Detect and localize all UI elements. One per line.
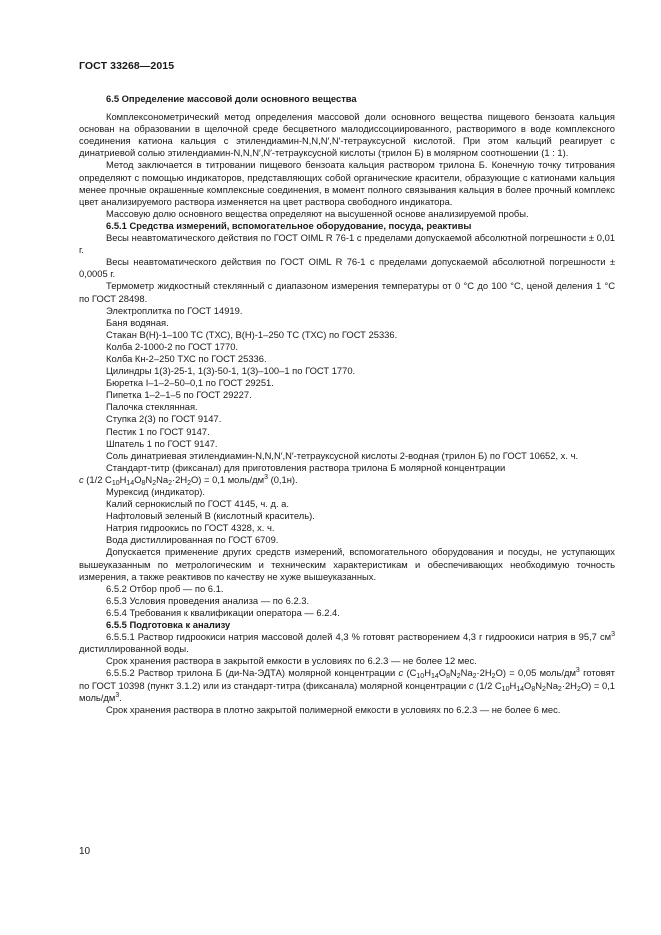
- subsection-653: 6.5.3 Условия проведения анализа — по 6.2.3.: [106, 594, 310, 606]
- subsection-title: 6.5.1 Средства измерений, вспомогательное оборудование, посуда, реактивы: [106, 219, 472, 231]
- list-item: Бюретка I–1–2–50–0,1 по ГОСТ 29251.: [106, 377, 274, 389]
- list-item: Электроплитка по ГОСТ 14919.: [106, 304, 243, 316]
- list-item: Стакан В(Н)-1–100 ТС (ТХС), В(Н)-1–250 ТС (ТХС) по ГОСТ 25336.: [106, 328, 398, 340]
- list-item: Натрия гидроокись по ГОСТ 4328, х. ч.: [106, 522, 275, 534]
- paragraph: Массовую долю основного вещества определяют на высушенной основе анализируемой пробы.: [106, 207, 529, 219]
- list-item: Термометр жидкостный стеклянный с диапазоном измерения температуры от 0 °С до 100 °С, ценой деления 1 °С по ГОСТ 28498.: [79, 280, 615, 304]
- list-item: Вода дистиллированная по ГОСТ 6709.: [106, 534, 279, 546]
- list-item: Колба 2-1000-2 по ГОСТ 1770.: [106, 340, 239, 352]
- paragraph-6552: 6.5.5.2 Раствор трилона Б (ди-Na-ЭДТА) молярной концентрации c $(C_{10}H_{14}O_8N_2Na_2\cdot 2H_2O) = 0,05$ моль/$дм^3$ готовят по ГОСТ 10398 (пункт 3.1.2) или из стандарт-титра (фиксанала) молярной концентрации c (1/2 $C_{10}H_{14}O_8N_2Na_2\cdot 2H_2O) = 0,1$ моль/$дм^3$.: [79, 667, 615, 703]
- list-item: Цилиндры 1(3)-25-1, 1(3)-50-1, 1(3)–100–1 по ГОСТ 1770.: [106, 365, 356, 377]
- list-item: Ступка 2(3) по ГОСТ 9147.: [106, 413, 222, 425]
- equipment-list: [79, 232, 615, 462]
- list-item: Пестик 1 по ГОСТ 9147.: [106, 425, 210, 437]
- subsection-title: 6.5.5 Подготовка к анализу: [106, 619, 231, 631]
- list-item: Баня водяная.: [106, 316, 169, 328]
- paragraph-6551: 6.5.5.1 Раствор гидроокиси натрия массовой долей 4,3 % готовят растворением 4,3 г гидроокиси натрия в 95,7 $см^3$ дистиллированной воды.: [79, 631, 615, 655]
- paragraph: Комплексонометрический метод определения массовой доли основного вещества пищевого бензоата кальция основан на образовании в щелочной среде бесцветного малодиссоциированного, растворимого в воде комплексного соединения катиона кальция с этилендиамин-N,N,N′,N′-тетрауксусной кислотой. При этом кальций реагирует с динатриевой солью этилендиамин-N,N,N′,N′-тетрауксусной кислоты (трилон Б) в молярном соотношении (1 : 1).: [79, 111, 615, 159]
- document-body: [79, 93, 615, 716]
- list-item: Нафтоловый зеленый В (кислотный краситель).: [106, 510, 315, 522]
- paragraph-storage: Срок хранения раствора в плотно закрытой полимерной емкости в условиях по 6.2.3 — не более 6 мес.: [106, 703, 561, 715]
- paragraph-note: Допускается применение других средств измерений, вспомогательного оборудования и посуды, не уступающих вышеуказанным по метрологическим и техническим характеристикам и обеспечивающих необходимую точность измерения, а также реактивов по качеству не хуже вышеуказанных.: [79, 546, 615, 582]
- subsection-654: 6.5.4 Требования к квалификации оператора — 6.2.4.: [106, 606, 340, 618]
- list-item: Соль динатриевая этилендиамин-N,N,N′,N′-тетрауксусной кислоты 2-водная (трилон Б) по ГОСТ 10652, х. ч.: [106, 449, 579, 461]
- section-title: 6.5 Определение массовой доли основного вещества: [106, 93, 357, 104]
- list-item: Калий сернокислый по ГОСТ 4145, ч. д. а.: [106, 498, 289, 510]
- list-item: Весы неавтоматического действия по ГОСТ OIML R 76-1 с пределами допускаемой абсолютной погрешности ± 0,01 г.: [79, 232, 615, 256]
- list-item: Палочка стеклянная.: [106, 401, 198, 413]
- list-item: Колба Кн-2–250 ТХС по ГОСТ 25336.: [106, 352, 267, 364]
- list-item: Пипетка 1–2–1–5 по ГОСТ 29227.: [106, 389, 252, 401]
- reagent-list: [79, 486, 615, 546]
- paragraph-storage: Срок хранения раствора в закрытой емкости в условиях по 6.2.3 — не более 12 мес.: [106, 655, 477, 667]
- list-item: Мурексид (индикатор).: [106, 486, 206, 497]
- paragraph: Метод заключается в титровании пищевого бензоата кальция раствором трилона Б. Конечную точку титрования определяют с помощью индикаторов, представляющих собой органические красители, образующие с катионами кальция менее прочные окрашенные комплексные соединения, в момент полного связывания кальция в более прочный комплекс цвет анализируемого раствора изменяется на цвет раствора свободного индикатора.: [79, 159, 615, 207]
- list-item: Весы неавтоматического действия по ГОСТ OIML R 76-1 с пределами допускаемой абсолютной погрешности ± 0,0005 г.: [79, 256, 615, 280]
- paragraph-titr: Стандарт-титр (фиксанал) для приготовления раствора трилона Б молярной концентрации c (1/2 $C_{10}H_{14}O_8N_2Na_2\cdot 2H_2O) = 0,1$ моль/$дм^3$ (0,1н).: [79, 461, 506, 487]
- document-header: ГОСТ 33268—2015: [79, 60, 175, 72]
- list-item: Шпатель 1 по ГОСТ 9147.: [106, 437, 218, 449]
- subsection-652: 6.5.2 Отбор проб — по 6.1.: [106, 582, 224, 594]
- page-number: 10: [79, 846, 91, 857]
